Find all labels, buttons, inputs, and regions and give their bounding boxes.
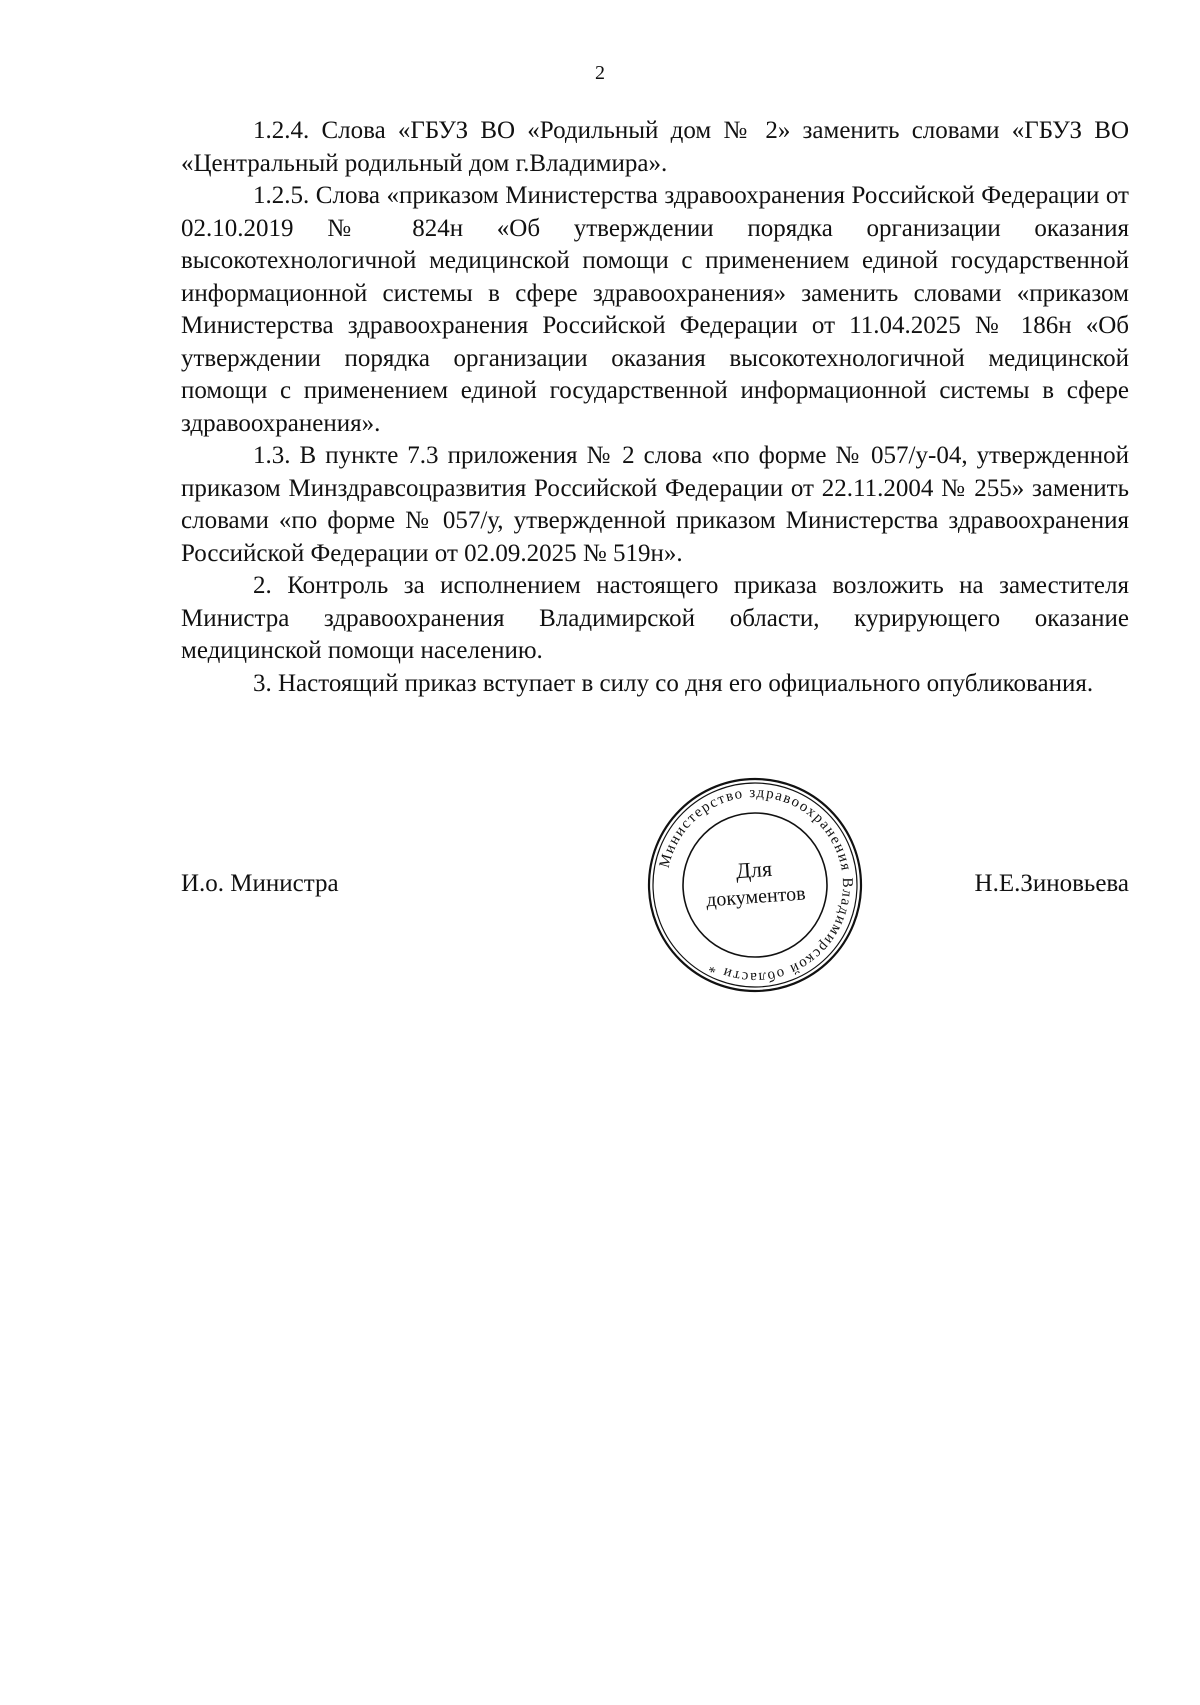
paragraph-1-2-5: 1.2.5. Слова «приказом Министерства здравоохранения Российской Федерации от 02.10.2019 № 824н «Об утверждении порядка организации оказания высокотехнологичной медицинской помощи с применением единой государственной информационной системы в сфере здравоохранения» заменить словами «приказом Министерства здравоохранения Российской Федерации от 11.04.2025 № 186н «Об утверждении порядка организации оказания высокотехнологичной медицинской помощи с применением единой государственной информационной системы в сфере здравоохранения». <box>181 182 1129 437</box>
document-body <box>181 115 1129 700</box>
paragraph-3: 3. Настоящий приказ вступает в силу со дня его официального опубликования. <box>253 669 1094 697</box>
stamp-center-line-2: документов <box>705 882 807 912</box>
stamp-seal-icon <box>645 775 865 995</box>
signatory-title: И.о. Министра <box>181 870 339 897</box>
stamp-center-line-1: Для <box>735 855 773 884</box>
official-stamp <box>645 775 865 995</box>
signatory-name: Н.Е.Зиновьева <box>974 870 1129 897</box>
stamp-ring-text: Министерство здравоохранения Владимирской области * <box>656 784 856 986</box>
paragraph-2: 2. Контроль за исполнением настоящего приказа возложить на заместителя Министра здравоохранения Владимирской области, курирующего оказание медицинской помощи населению. <box>181 572 1129 664</box>
paragraph-1-2-4: 1.2.4. Слова «ГБУЗ ВО «Родильный дом № 2» заменить словами «ГБУЗ ВО «Центральный родильный дом г.Владимира». <box>181 117 1129 177</box>
paragraph-1-3: 1.3. В пункте 7.3 приложения № 2 слова «по форме № 057/у-04, утвержденной приказом Минздравсоцразвития Российской Федерации от 22.11.2004 № 255» заменить словами «по форме № 057/у, утвержденной приказом Министерства здравоохранения Российской Федерации от 02.09.2025 № 519н». <box>181 442 1129 567</box>
page-number: 2 <box>595 62 605 84</box>
